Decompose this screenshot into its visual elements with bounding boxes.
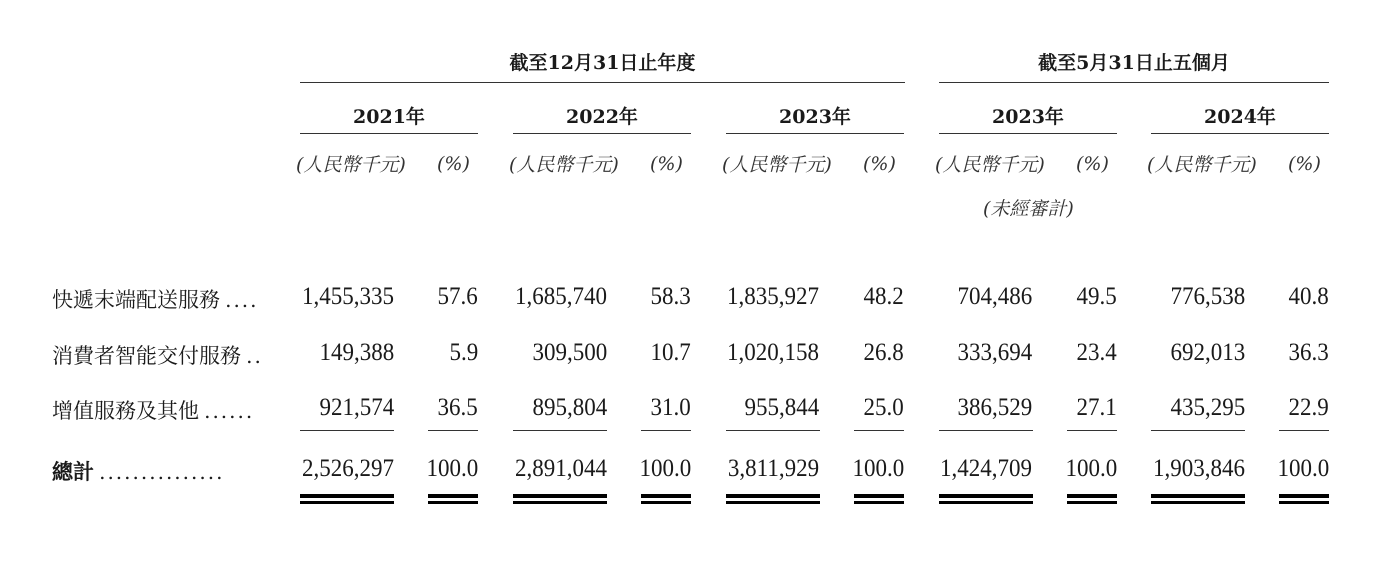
double-underline	[939, 494, 1033, 504]
double-underline	[1279, 494, 1329, 504]
group-header-year-ended: 截至12月31日止年度	[509, 52, 696, 74]
double-underline	[726, 494, 820, 504]
table-cell: 704,486	[957, 283, 1032, 310]
table-cell: 895,804	[532, 394, 607, 421]
unit-pct-2024-five-months: (%)	[1288, 153, 1321, 175]
table-cell: 36.5	[437, 394, 478, 421]
total-cell: 100.0	[426, 455, 478, 482]
total-cell: 100.0	[639, 455, 691, 482]
year-header-rule	[300, 133, 478, 134]
table-cell: 309,500	[532, 339, 607, 366]
table-cell: 149,388	[319, 339, 394, 366]
double-underline	[428, 494, 478, 504]
unit-rmb-2021: (人民幣千元)	[296, 154, 406, 176]
table-cell: 40.8	[1288, 283, 1329, 310]
double-underline	[854, 494, 904, 504]
unit-pct-2022: (%)	[650, 153, 683, 175]
table-row-label	[52, 395, 254, 425]
year-header-rule	[726, 133, 904, 134]
table-cell: 1,020,158	[727, 339, 819, 366]
group-header-rule	[939, 82, 1329, 83]
table-cell: 5.9	[449, 339, 478, 366]
table-cell: 1,835,927	[727, 283, 819, 310]
table-cell: 36.3	[1288, 339, 1329, 366]
unit-pct-2023-five-months: (%)	[1076, 153, 1109, 175]
double-underline	[300, 494, 394, 504]
subtotal-rule	[428, 430, 478, 431]
year-header-2022: 2022年	[566, 106, 638, 128]
subtotal-rule	[939, 430, 1033, 431]
table-cell: 333,694	[957, 339, 1032, 366]
subtotal-rule	[1151, 430, 1245, 431]
leader-dots: ......	[204, 399, 255, 423]
unit-rmb-2022: (人民幣千元)	[509, 154, 619, 176]
table-cell: 1,685,740	[515, 283, 607, 310]
table-row-label	[52, 284, 259, 314]
subtotal-rule	[641, 430, 691, 431]
year-header-2024-five-months: 2024年	[1204, 106, 1276, 128]
unit-rmb-2023: (人民幣千元)	[722, 154, 832, 176]
subtotal-rule	[726, 430, 820, 431]
double-underline	[641, 494, 691, 504]
subtotal-rule	[1279, 430, 1329, 431]
unaudited-note: (未經審計)	[983, 198, 1074, 220]
total-cell: 2,891,044	[515, 455, 607, 482]
total-cell: 1,424,709	[940, 455, 1032, 482]
table-cell: 25.0	[863, 394, 904, 421]
table-cell: 10.7	[650, 339, 691, 366]
total-cell: 100.0	[1277, 455, 1329, 482]
table-row-label	[52, 456, 224, 486]
unit-pct-2021: (%)	[437, 153, 470, 175]
year-header-rule	[513, 133, 691, 134]
unit-rmb-2024-five-months: (人民幣千元)	[1147, 154, 1257, 176]
table-cell: 26.8	[863, 339, 904, 366]
subtotal-rule	[300, 430, 394, 431]
leader-dots: ...............	[99, 460, 225, 484]
leader-dots: ..	[246, 344, 263, 368]
group-header-rule	[300, 82, 905, 83]
table-cell: 48.2	[863, 283, 904, 310]
double-underline	[1067, 494, 1117, 504]
total-cell: 2,526,297	[302, 455, 394, 482]
year-header-rule	[939, 133, 1117, 134]
unit-rmb-2023-five-months: (人民幣千元)	[935, 154, 1045, 176]
table-cell: 22.9	[1288, 394, 1329, 421]
total-cell: 1,903,846	[1153, 455, 1245, 482]
row-label-text: 快遞末端配送服務	[52, 288, 220, 312]
row-label-text: 消費者智能交付服務	[52, 344, 241, 368]
table-cell: 692,013	[1170, 339, 1245, 366]
subtotal-rule	[1067, 430, 1117, 431]
table-cell: 31.0	[650, 394, 691, 421]
total-label-text: 總計	[52, 459, 94, 484]
subtotal-rule	[513, 430, 607, 431]
double-underline	[1151, 494, 1245, 504]
row-label-text: 增值服務及其他	[52, 399, 199, 423]
table-cell: 435,295	[1170, 394, 1245, 421]
year-header-2023: 2023年	[779, 106, 851, 128]
total-cell: 100.0	[1065, 455, 1117, 482]
table-cell: 386,529	[957, 394, 1032, 421]
double-underline	[513, 494, 607, 504]
table-cell: 1,455,335	[302, 283, 394, 310]
total-cell: 100.0	[852, 455, 904, 482]
table-cell: 27.1	[1076, 394, 1117, 421]
table-cell: 57.6	[437, 283, 478, 310]
unit-pct-2023: (%)	[863, 153, 896, 175]
year-header-2021: 2021年	[353, 106, 425, 128]
table-cell: 58.3	[650, 283, 691, 310]
table-cell: 776,538	[1170, 283, 1245, 310]
total-cell: 3,811,929	[727, 455, 819, 482]
table-row-label	[52, 340, 263, 370]
year-header-rule	[1151, 133, 1329, 134]
table-cell: 921,574	[319, 394, 394, 421]
table-cell: 23.4	[1076, 339, 1117, 366]
table-cell: 955,844	[744, 394, 819, 421]
year-header-2023-five-months: 2023年	[992, 106, 1064, 128]
leader-dots: ....	[225, 288, 259, 312]
subtotal-rule	[854, 430, 904, 431]
table-cell: 49.5	[1076, 283, 1117, 310]
group-header-five-months: 截至5月31日止五個月	[1038, 52, 1230, 74]
